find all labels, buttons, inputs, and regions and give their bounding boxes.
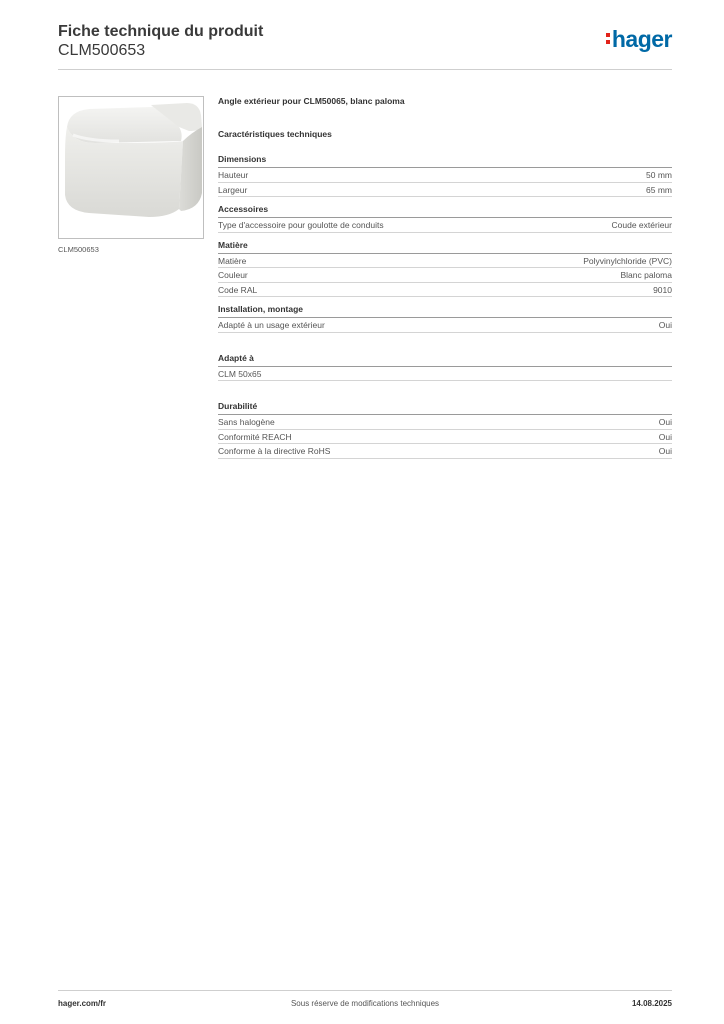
section-dimensions xyxy=(218,154,672,197)
spec-value: Oui xyxy=(658,320,672,330)
footer-note: Sous réserve de modifications techniques xyxy=(290,999,440,1008)
spec-label: Type d'accessoire pour goulotte de conduits xyxy=(218,220,384,230)
spec-row xyxy=(218,415,672,430)
spec-row xyxy=(218,268,672,283)
spec-row xyxy=(218,218,672,233)
section-adapte xyxy=(218,353,672,382)
spec-label: Largeur xyxy=(218,184,248,195)
page-footer xyxy=(58,990,672,1012)
spec-value: 65 mm xyxy=(646,184,672,195)
product-code: CLM500653 xyxy=(58,42,146,59)
section-title: Accessoires xyxy=(218,204,672,218)
white-corner-fitting-image xyxy=(59,97,204,239)
section-installation xyxy=(218,304,672,333)
characteristics-title: Caractéristiques techniques xyxy=(218,129,332,139)
spec-label: Adapté à un usage extérieur xyxy=(218,320,325,330)
spec-value: 9010 xyxy=(653,284,672,295)
footer-date: 14.08.2025 xyxy=(631,999,672,1008)
section-durabilite xyxy=(218,401,672,459)
logo-dots-icon xyxy=(606,33,610,44)
section-title: Durabilité xyxy=(218,401,672,415)
product-description: Angle extérieur pour CLM50065, blanc paloma xyxy=(218,96,405,106)
spec-value: Oui xyxy=(658,446,672,456)
page-header xyxy=(58,22,672,70)
product-image xyxy=(58,96,204,239)
image-caption: CLM500653 xyxy=(58,245,99,254)
section-accessoires xyxy=(218,204,672,233)
spec-label: Conformité REACH xyxy=(218,431,292,442)
section-title: Adapté à xyxy=(218,353,672,367)
spec-row xyxy=(218,444,672,459)
spec-label: Matière xyxy=(218,255,247,266)
spec-row xyxy=(218,430,672,445)
spec-row xyxy=(218,254,672,269)
logo-text: hager xyxy=(611,26,672,52)
section-title: Matière xyxy=(218,240,672,254)
spec-value: Oui xyxy=(658,431,672,442)
spec-row xyxy=(218,367,672,382)
spec-value: 50 mm xyxy=(646,170,672,180)
spec-row xyxy=(218,318,672,333)
spec-value: Polyvinylchloride (PVC) xyxy=(583,255,672,266)
spec-value: Oui xyxy=(658,417,672,427)
spec-label: Sans halogène xyxy=(218,417,275,427)
spec-row xyxy=(218,168,672,183)
spec-row xyxy=(218,183,672,198)
page-title: Fiche technique du produit xyxy=(58,23,264,40)
spec-value: Coude extérieur xyxy=(611,220,672,230)
section-title: Installation, montage xyxy=(218,304,672,318)
spec-label: Hauteur xyxy=(218,170,249,180)
spec-label: Couleur xyxy=(218,270,248,280)
section-title: Dimensions xyxy=(218,154,672,168)
section-matiere xyxy=(218,240,672,298)
spec-label: Conforme à la directive RoHS xyxy=(218,446,331,456)
spec-value: Blanc paloma xyxy=(620,270,672,280)
hager-logo[interactable] xyxy=(606,26,672,53)
footer-site-link[interactable]: hager.com/fr xyxy=(58,999,107,1008)
spec-label: CLM 50x65 xyxy=(218,368,262,379)
spec-label: Code RAL xyxy=(218,284,258,295)
spec-content xyxy=(218,96,672,466)
spec-row xyxy=(218,283,672,298)
